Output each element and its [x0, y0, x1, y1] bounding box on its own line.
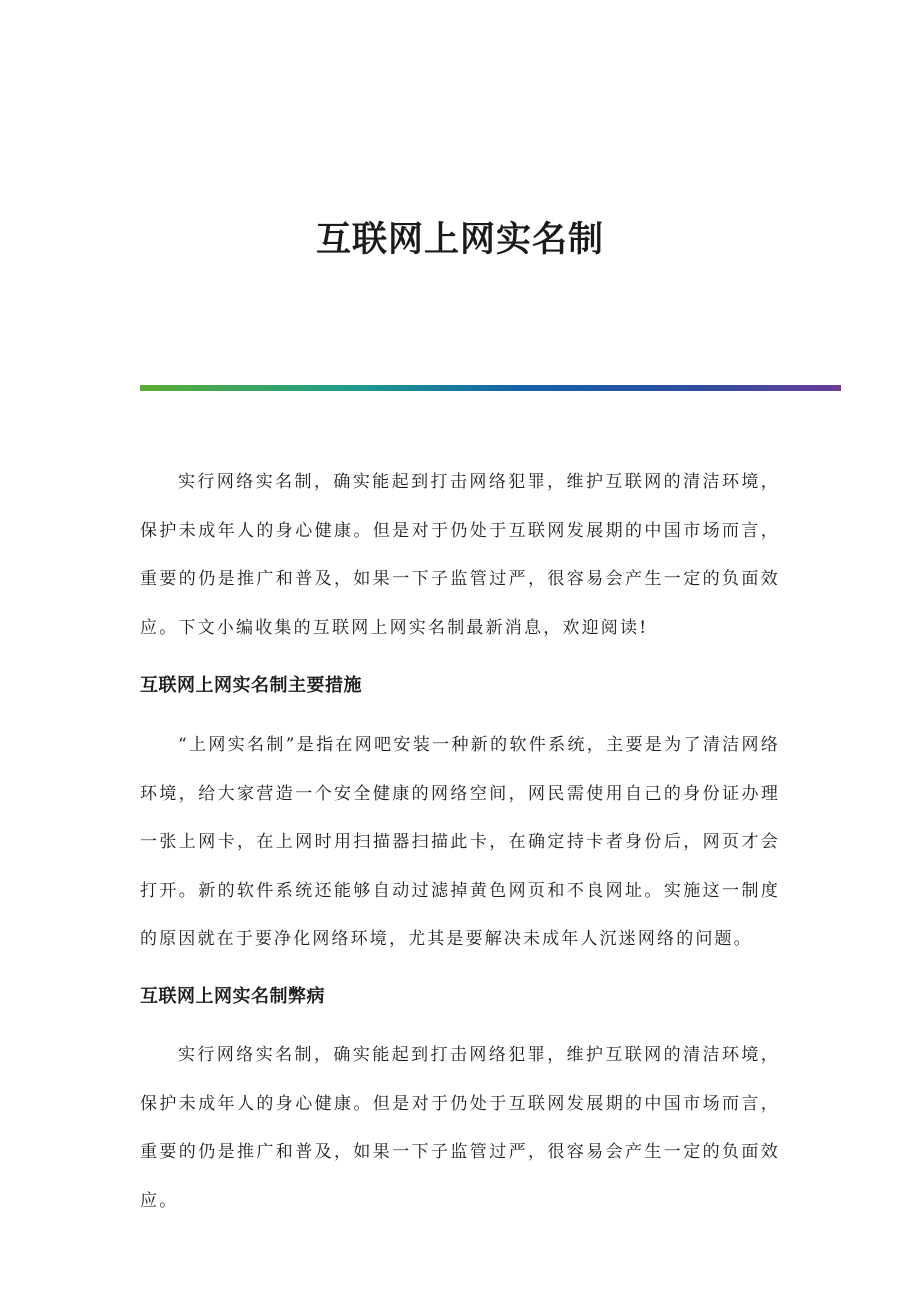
drawbacks-paragraph: 实行网络实名制，确实能起到打击网络犯罪，维护互联网的清洁环境，保护未成年人的身心健康。但是对于仍处于互联网发展期的中国市场而言，重要的仍是推广和普及，如果一下子监管过严，很容易会产生一定的负面效应。 — [140, 1045, 780, 1211]
title-divider-rule — [140, 385, 841, 391]
measures-paragraph: “上网实名制”是指在网吧安装一种新的软件系统，主要是为了清洁网络环境，给大家营造一个安全健康的网络空间，网民需使用自己的身份证办理一张上网卡，在上网时用扫描器扫描此卡，在确定持卡者身份后，网页才会打开。新的软件系统还能够自动过滤掉黄色网页和不良网址。实施这一制度的原因就在于要净化网络环境，尤其是要解决未成年人沉迷网络的问题。 — [140, 735, 780, 949]
section-heading-measures: 互联网上网实名制主要措施 — [140, 675, 362, 696]
section-heading-drawbacks: 互联网上网实名制弊病 — [140, 986, 325, 1007]
document-title: 互联网上网实名制 — [315, 219, 604, 260]
intro-paragraph: 实行网络实名制，确实能起到打击网络犯罪，维护互联网的清洁环境，保护未成年人的身心健康。但是对于仍处于互联网发展期的中国市场而言，重要的仍是推广和普及，如果一下子监管过严，很容易会产生一定的负面效应。下文小编收集的互联网上网实名制最新消息，欢迎阅读! — [140, 472, 780, 638]
